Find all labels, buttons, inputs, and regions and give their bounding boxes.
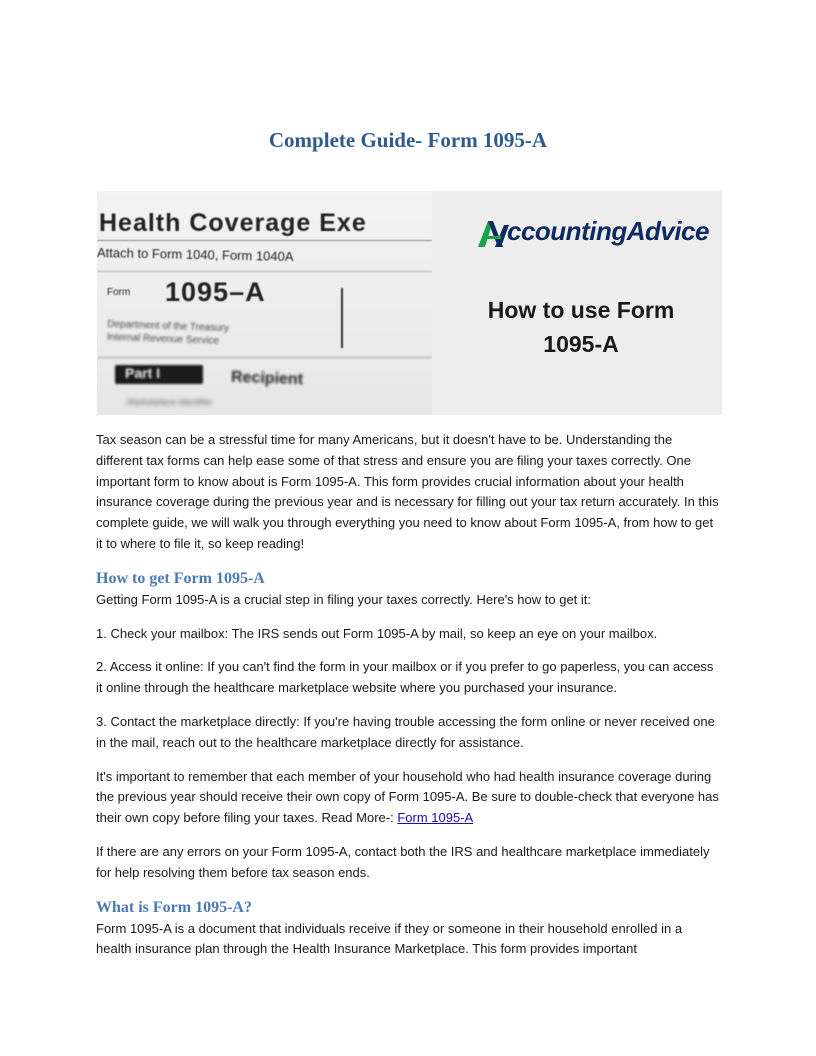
form-number: 1095–A: [165, 277, 266, 307]
section-heading-how-to-get: How to get Form 1095-A: [96, 569, 265, 587]
form-label: Form: [107, 287, 131, 298]
step-1: 1. Check your mailbox: The IRS sends out Form 1095-A by mail, so keep an eye on your mailbox.: [96, 625, 658, 641]
form-bottom-line: Marketplace identifier: [127, 397, 213, 407]
section-heading-what-is: What is Form 1095-A?: [96, 898, 252, 916]
banner-headline-line1: How to use Form: [487, 297, 675, 323]
intro-paragraph: Tax season can be a stressful time for many Americans, but it doesn't have to be. Understanding the different tax forms can help ease some of that stress and ensure you are filing your taxes correctly. One important form to know about is Form 1095-A. This form provides crucial information about your health insurance coverage during the previous year and is necessary for filling out your tax return accurately. In this complete guide, we will walk you through everything you need to know about Form 1095-A, from how to get it to where to file it, so keep reading!: [96, 432, 719, 551]
form-recipient-label: Recipient: [230, 368, 304, 389]
section1-lead: Getting Form 1095-A is a crucial step in filing your taxes correctly. Here's how to get it:: [96, 591, 592, 607]
errors-paragraph: If there are any errors on your Form 1095-A, contact both the IRS and healthcare marketplace immediately for help resolving them before tax season ends.: [96, 843, 710, 880]
logo-mark-icon: [477, 215, 511, 249]
logo-word-advice: Advice: [626, 216, 709, 246]
form-heading: Health Coverage Exe: [99, 209, 367, 237]
form-dept-line2: Internal Revenue Service: [106, 331, 220, 347]
section2-body: Form 1095-A is a document that individuals receive if they or someone in their household enrolled in a health insurance plan through the Health Insurance Marketplace. This form provides important: [96, 920, 683, 957]
form-rule: [97, 240, 432, 241]
page-title: Complete Guide- Form 1095-A: [268, 128, 548, 152]
read-more-link[interactable]: Form 1095-A: [397, 810, 474, 826]
form-part-label: Part I: [125, 365, 161, 381]
form-rule: [97, 271, 432, 272]
step-3: 3. Contact the marketplace directly: If you're having trouble accessing the form online or never received one in the mail, reach out to the healthcare marketplace directly for assistance.: [96, 713, 715, 750]
banner-image: [97, 191, 722, 415]
household-paragraph: [96, 767, 721, 829]
form-rule: [97, 357, 432, 358]
logo-word-accounting: ccounting: [507, 216, 627, 246]
banner-headline: [455, 293, 707, 361]
form-department: [107, 318, 230, 348]
banner-headline-line2: 1095-A: [543, 331, 619, 357]
step-2: 2. Access it online: If you can't find the form in your mailbox or if you prefer to go paperless, you can access it online through the healthcare marketplace website where you purchased your insurance.: [96, 659, 714, 696]
form-1095a-photo: [97, 191, 432, 415]
form-dept-line1: Department of the Treasury: [107, 318, 230, 335]
household-text: It's important to remember that each member of your household who had health insurance coverage during the previous year should receive their own copy of Form 1095-A. Be sure to double-check that everyone has their own copy before filing your taxes. Read More-:: [96, 768, 719, 826]
form-divider: [341, 288, 343, 348]
form-attach-line: Attach to Form 1040, Form 1040A: [97, 244, 294, 265]
logo-wordmark: [507, 216, 709, 247]
article-body: [96, 430, 721, 973]
